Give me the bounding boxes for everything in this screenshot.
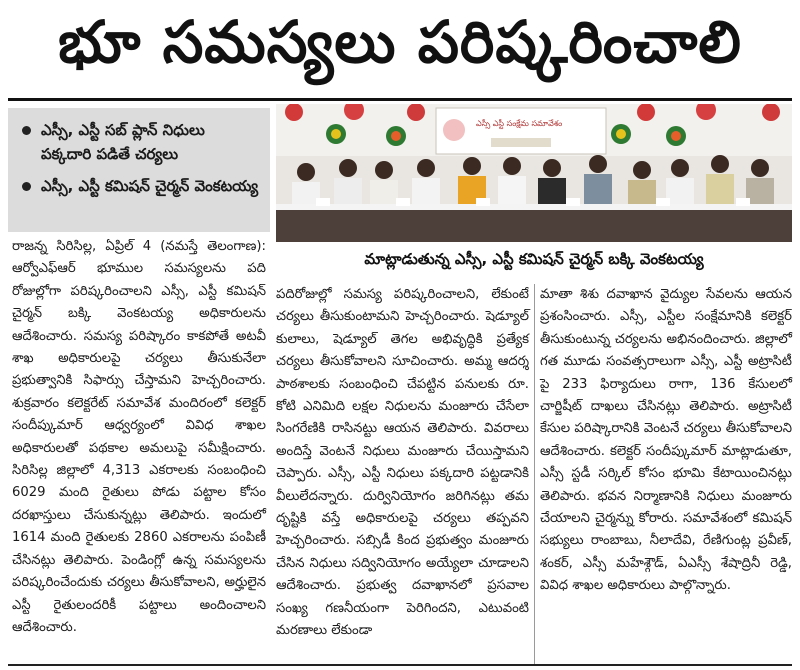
article-column-1: రాజన్న సిరిసిల్ల, ఏప్రిల్ 4 (నమస్తే తెలంగాణ): ఆర్వోఎఫ్ఆర్ భూముల సమస్యలను పది రోజుల్లోగా పరిష్కరించాలని ఎస్సీ, ఎస్టీ కమిషన్ చైర్మన్ బక్కి వెంకటయ్య అధికారులను ఆదేశించారు. సమస్య పరిష్కారం కాకపోతే అటవీ శాఖ అధికారులపై చర్యలు తీసుకునేలా ప్రభుత్వానికి సిఫార్సు చేస్తామని హెచ్చరించారు. శుక్రవారం కలెక్టరేట్ సమావేశ మందిరంలో కలెక్టర్ సందీప్కుమార్ ఆధ్వర్యంలో వివిధ శాఖల అధికారులతో పథకాల అమలుపై సమీక్షించారు. సిరిసిల్ల జిల్లాలో 4,313 ఎకరాలకు సంబంధించి 6029 మంది రైతులు పోడు పట్టాల కోసం దరఖాస్తులు చేసుకున్నట్లు తెలిపారు. ఇందులో 1614 మంది రైతులకు 2860 ఎకరాలను పంపిణీ చేసినట్లు తెలిపారు. పెండింగ్లో ఉన్న సమస్యలను పరిష్కరించేందుకు చర్యలు తీసుకోవాలని, అర్హులైన ఎస్టీ రైతులందరికీ పట్టాలు అందించాలని ఆదేశించారు. xyxy=(12,239,266,635)
meeting-photo xyxy=(276,104,792,242)
bottom-rule xyxy=(8,664,792,666)
article-column-3: మాతా శిశు దవాఖాన వైద్యుల సేవలను ఆయన ప్రశంసించారు. ఎస్సీ, ఎస్టీల సంక్షేమానికి కలెక్టర్ తీసుకుంటున్న చర్యలను అభినందించారు. జిల్లాలో గత మూడు సంవత్సరాలుగా ఎస్సీ, ఎస్టీ అట్రాసిటీ పై 233 ఫిర్యాదులు రాగా, 136 కేసులలో చార్జిషీట్ దాఖలు చేసినట్లు తెలిపారు. అట్రాసిటీ కేసుల పరిష్కారానికి వెంటనే చర్యలు తీసుకోవాలని ఆదేశించారు. కలెక్టర్ సందీప్కుమార్ మాట్లాడుతూ, ఎస్సీ స్టడీ సర్కిల్ కోసం భూమి కేటాయించినట్లు తెలిపారు. భవన నిర్మాణానికి నిధులు మంజూరు చేయాలని చైర్మన్ను కోరారు. సమావేశంలో కమిషన్ సభ్యులు రాంబాబు, నీలాదేవి, రేణిగుంట్ల ప్రవీణ్, శంకర్, ఎస్సీ మహేశ్గౌడ్, ఏఎస్సీ శేషాద్రినీ రెడ్డి, వివిధ శాఖల అధికారులు పాల్గొన్నారు. xyxy=(540,287,792,594)
headline-rule xyxy=(8,98,792,101)
article-column-2: పదిరోజుల్లో సమస్య పరిష్కరించాలని, లేకుంటే చర్యలు తీసుకుంటామని హెచ్చరించారు. షెడ్యూల్ కులాలు, షెడ్యూల్ తెగల అభివృద్ధికి ప్రత్యేక చర్యలు తీసుకోవాలని సూచించారు. అమ్మ ఆదర్శ పాఠశాలకు సంబంధించి చేపట్టిన పనులకు రూ. కోటి ఎనిమిది లక్షల నిధులను మంజూరు చేసేలా సింగరేణికి రాసినట్టు ఆయన తెలిపారు. వివరాలు అందిస్తే వెంటనే నిధులు మంజూరు చేయిస్తామని చెప్పారు. ఎస్సీ, ఎస్టీ నిధులు పక్కదారి పట్టడానికి వీలులేదన్నారు. దుర్వినియోగం జరిగినట్లు తమ దృష్టికి వస్తే అధికారులపై చర్యలు తప్పవని హెచ్చరించారు. సబ్సిడీ కింద ప్రభుత్వం మంజూరు చేసిన నిధులు సద్వినియోగం అయ్యేలా చూడాలని ఆదేశించారు. ప్రభుత్వ దవాఖానలో ప్రసవాల సంఖ్య గణనీయంగా పెరిగిందని, ఎటువంటి మరణాలు లేకుండా xyxy=(276,287,529,639)
highlights-box xyxy=(8,108,270,232)
banner-text: ఎస్సీ ఎస్టీ సంక్షేమ సమావేశం xyxy=(476,119,563,128)
bullet-icon xyxy=(22,126,31,135)
highlight-text: ఎస్సీ, ఎస్టీ కమిషన్ చైర్మన్ వెంకటయ్య xyxy=(41,177,259,195)
meeting-photo-illustration xyxy=(276,104,792,242)
photo-caption: మాట్లాడుతున్న ఎస్సీ, ఎస్టీ కమిషన్ చైర్మన్ బక్కి వెంకటయ్య xyxy=(364,250,704,268)
headline: భూ సమస్యలు పరిష్కరించాలి xyxy=(58,7,742,76)
column-divider xyxy=(534,284,535,664)
bullet-icon xyxy=(22,182,31,191)
highlight-item xyxy=(22,118,260,166)
highlight-text: ఎస్సీ, ఎస్టీ సబ్ ప్లాన్ నిధులు పక్కదారి పడితే చర్యలు xyxy=(41,121,205,163)
highlight-item xyxy=(22,174,260,198)
